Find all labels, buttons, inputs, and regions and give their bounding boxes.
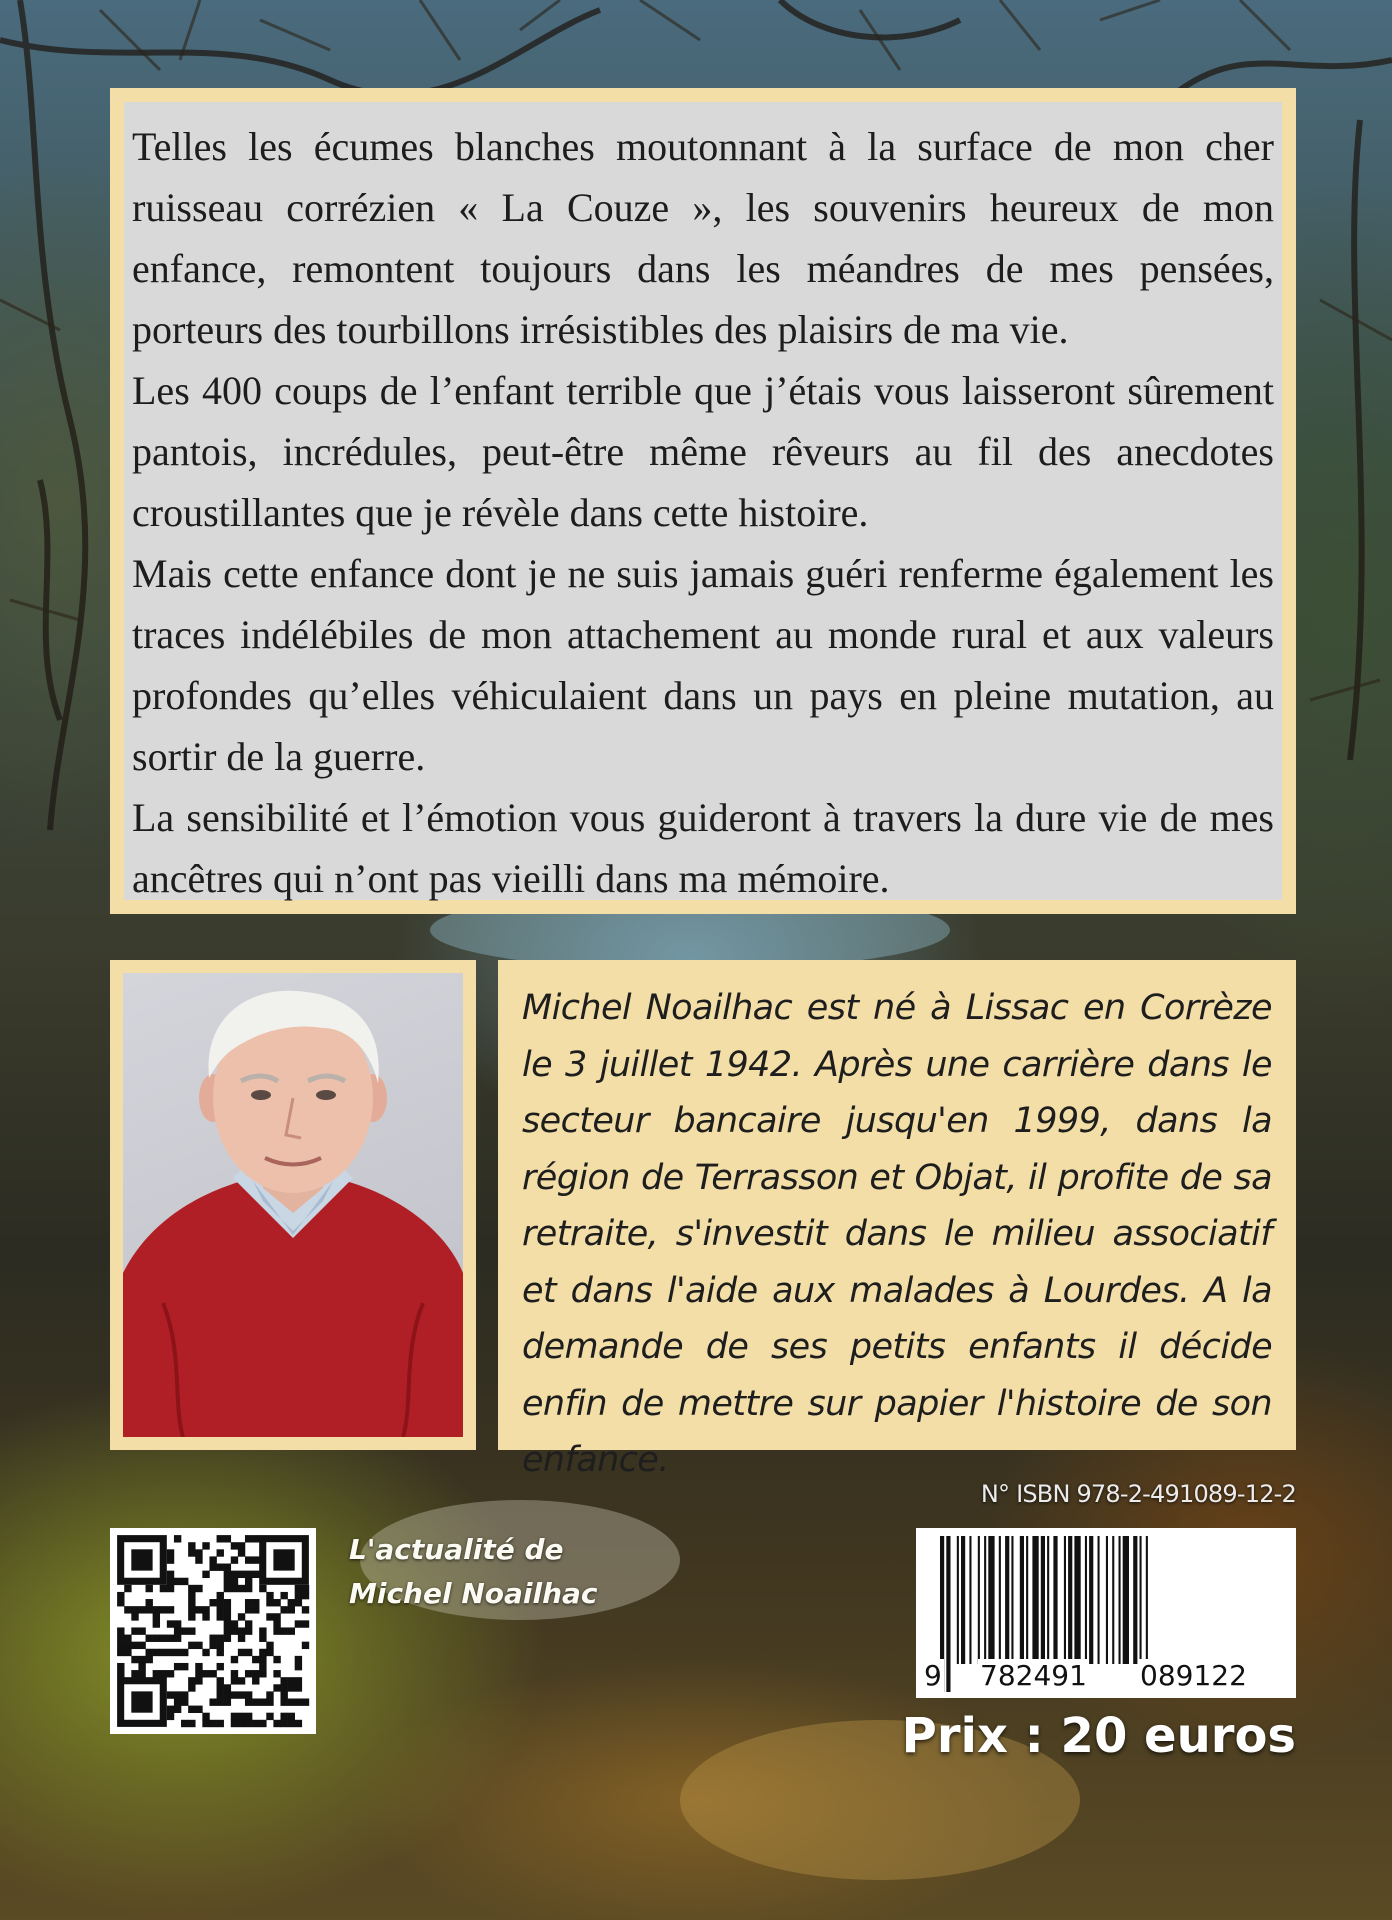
isbn-barcode: [916, 1528, 1296, 1698]
author-bio-text: Michel Noailhac est né à Lissac en Corrèze le 3 juillet 1942. Après une carrière dans le secteur bancaire jusqu'en 1999, dans la région de Terrasson et Objat, il profite de sa retraite, s'investit dans le milieu associatif et dans l'aide aux malades à Lourdes. A la demande de ses petits enfants il décide enfin de mettre sur papier l'histoire de son enfance.: [522, 988, 1272, 1480]
author-photo: [123, 973, 463, 1437]
synopsis-paragraph: Telles les écumes blanches moutonnant à la surface de mon cher ruisseau corrézien « La Couze », les souvenirs heureux de mon enfance, remontent toujours dans les méandres de mes pensées, porteurs des tourbillons irrésistibles des plaisirs de ma vie.: [132, 124, 1274, 352]
author-photo-frame: [110, 960, 476, 1450]
qr-code[interactable]: [110, 1528, 316, 1734]
qr-caption-line: L'actualité de: [349, 1533, 564, 1566]
author-bio-panel: [498, 960, 1296, 1480]
synopsis-text-box: [124, 102, 1282, 900]
synopsis-paragraph: La sensibilité et l’émotion vous guideront à travers la dure vie de mes ancêtres qui n’ont pas vieilli dans ma mémoire.: [132, 795, 1274, 901]
synopsis-panel: [110, 88, 1296, 914]
barcode-digit-lead: 9: [924, 1659, 942, 1692]
barcode-digits: [916, 1658, 1296, 1692]
synopsis-paragraph: Mais cette enfance dont je ne suis jamais guéri renferme également les traces indélébiles de mon attachement au monde rural et aux valeurs profondes qu’elles véhiculaient dans un pays en pleine mutation, au sortir de la guerre.: [132, 551, 1274, 779]
price-label: Prix : 20 euros: [901, 1708, 1296, 1764]
qr-caption: [349, 1528, 598, 1616]
isbn-label: N° ISBN 978-2-491089-12-2: [980, 1480, 1296, 1508]
synopsis-paragraph: Les 400 coups de l’enfant terrible que j’étais vous laisseront sûrement pantois, incrédules, peut-être même rêveurs au fil des anecdotes croustillantes que je révèle dans cette histoire.: [132, 368, 1274, 535]
qr-caption-line: Michel Noailhac: [349, 1577, 598, 1610]
barcode-digit-group: 782491: [980, 1659, 1087, 1692]
barcode-digit-group: 089122: [1140, 1659, 1247, 1692]
